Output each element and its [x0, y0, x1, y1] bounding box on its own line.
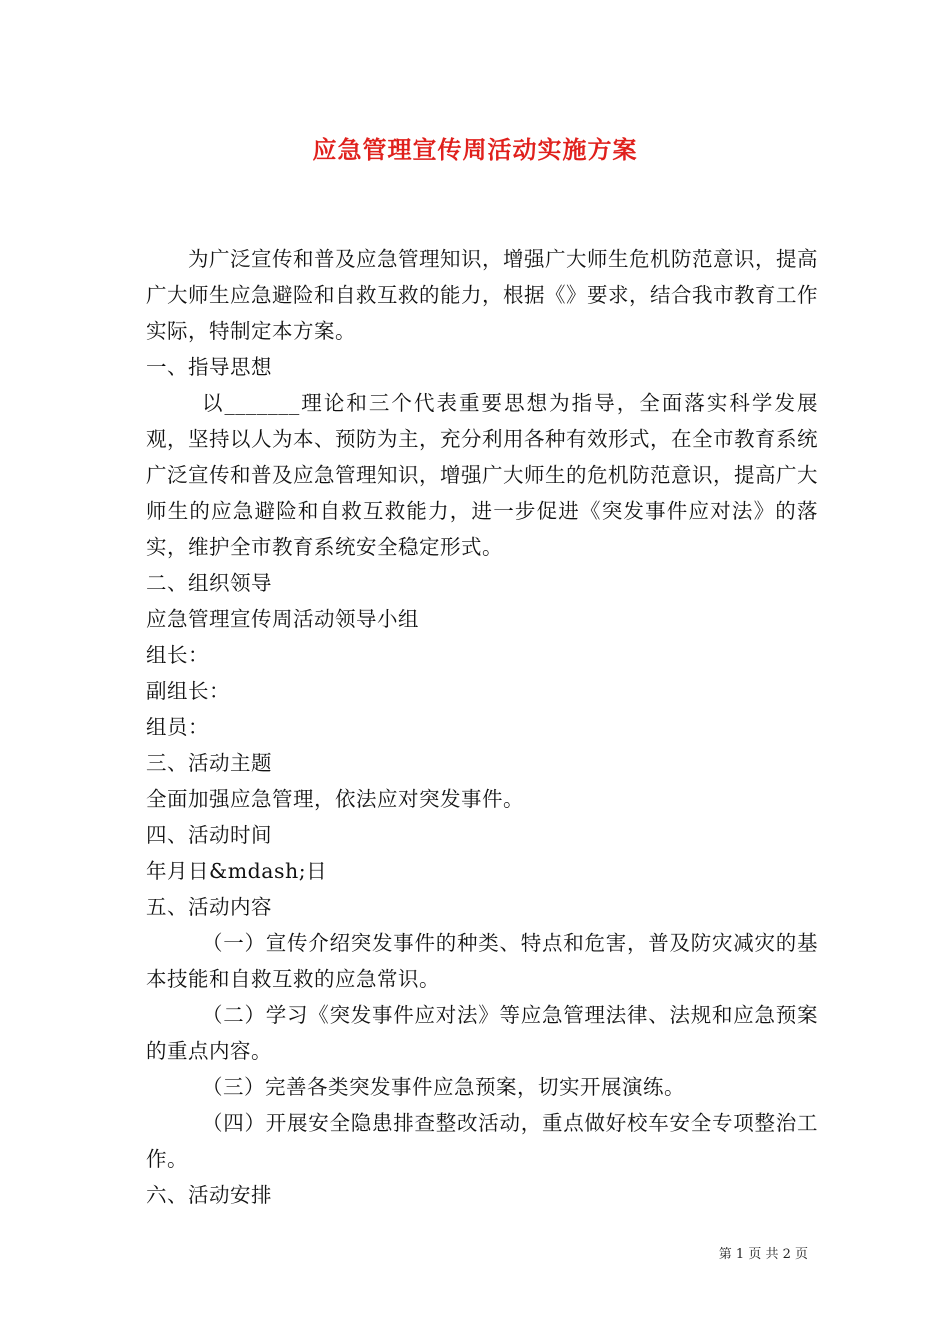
section-heading-arrangement: 六、活动安排 [146, 1183, 272, 1207]
section-heading-theme: 三、活动主题 [146, 751, 272, 775]
content-item-3: （三）完善各类突发事件应急预案，切实开展演练。 [202, 1075, 685, 1099]
time-line: 年月日&mdash;日 [146, 859, 328, 883]
leadership-group-line: 应急管理宣传周活动领导小组 [146, 607, 419, 631]
section-heading-content: 五、活动内容 [146, 895, 272, 919]
section-heading-guiding-ideology: 一、指导思想 [146, 355, 272, 379]
section-heading-time: 四、活动时间 [146, 823, 272, 847]
content-item-2: （二）学习《突发事件应对法》等应急管理法律、法规和应急预案的重点内容。 [146, 1003, 818, 1063]
theme-line: 全面加强应急管理，依法应对突发事件。 [146, 787, 524, 811]
intro-paragraph: 为广泛宣传和普及应急管理知识，增强广大师生危机防范意识，提高广大师生应急避险和自救互救的能力，根据《》要求，结合我市教育工作实际，特制定本方案。 [146, 247, 818, 343]
deputy-leader-line: 副组长： [146, 679, 230, 703]
content-item-1: （一）宣传介绍突发事件的种类、特点和危害，普及防灾减灾的基本技能和自救互救的应急常识。 [146, 931, 818, 991]
document-body [146, 241, 818, 1213]
section-heading-organization: 二、组织领导 [146, 571, 272, 595]
page-number: 第 1 页 共 2 页 [718, 1247, 808, 1262]
group-leader-line: 组长： [146, 643, 209, 667]
content-item-4: （四）开展安全隐患排查整改活动，重点做好校车安全专项整治工作。 [146, 1111, 818, 1171]
guiding-ideology-paragraph: 以_______理论和三个代表重要思想为指导，全面落实科学发展观，坚持以人为本、预防为主，充分利用各种有效形式，在全市教育系统广泛宣传和普及应急管理知识，增强广大师生的危机防范意识，提高广大师生的应急避险和自救互救能力，进一步促进《突发事件应对法》的落实，维护全市教育系统安全稳定形式。 [146, 391, 818, 559]
document-title: 应急管理宣传周活动实施方案 [312, 135, 638, 164]
members-line: 组员： [146, 715, 209, 739]
